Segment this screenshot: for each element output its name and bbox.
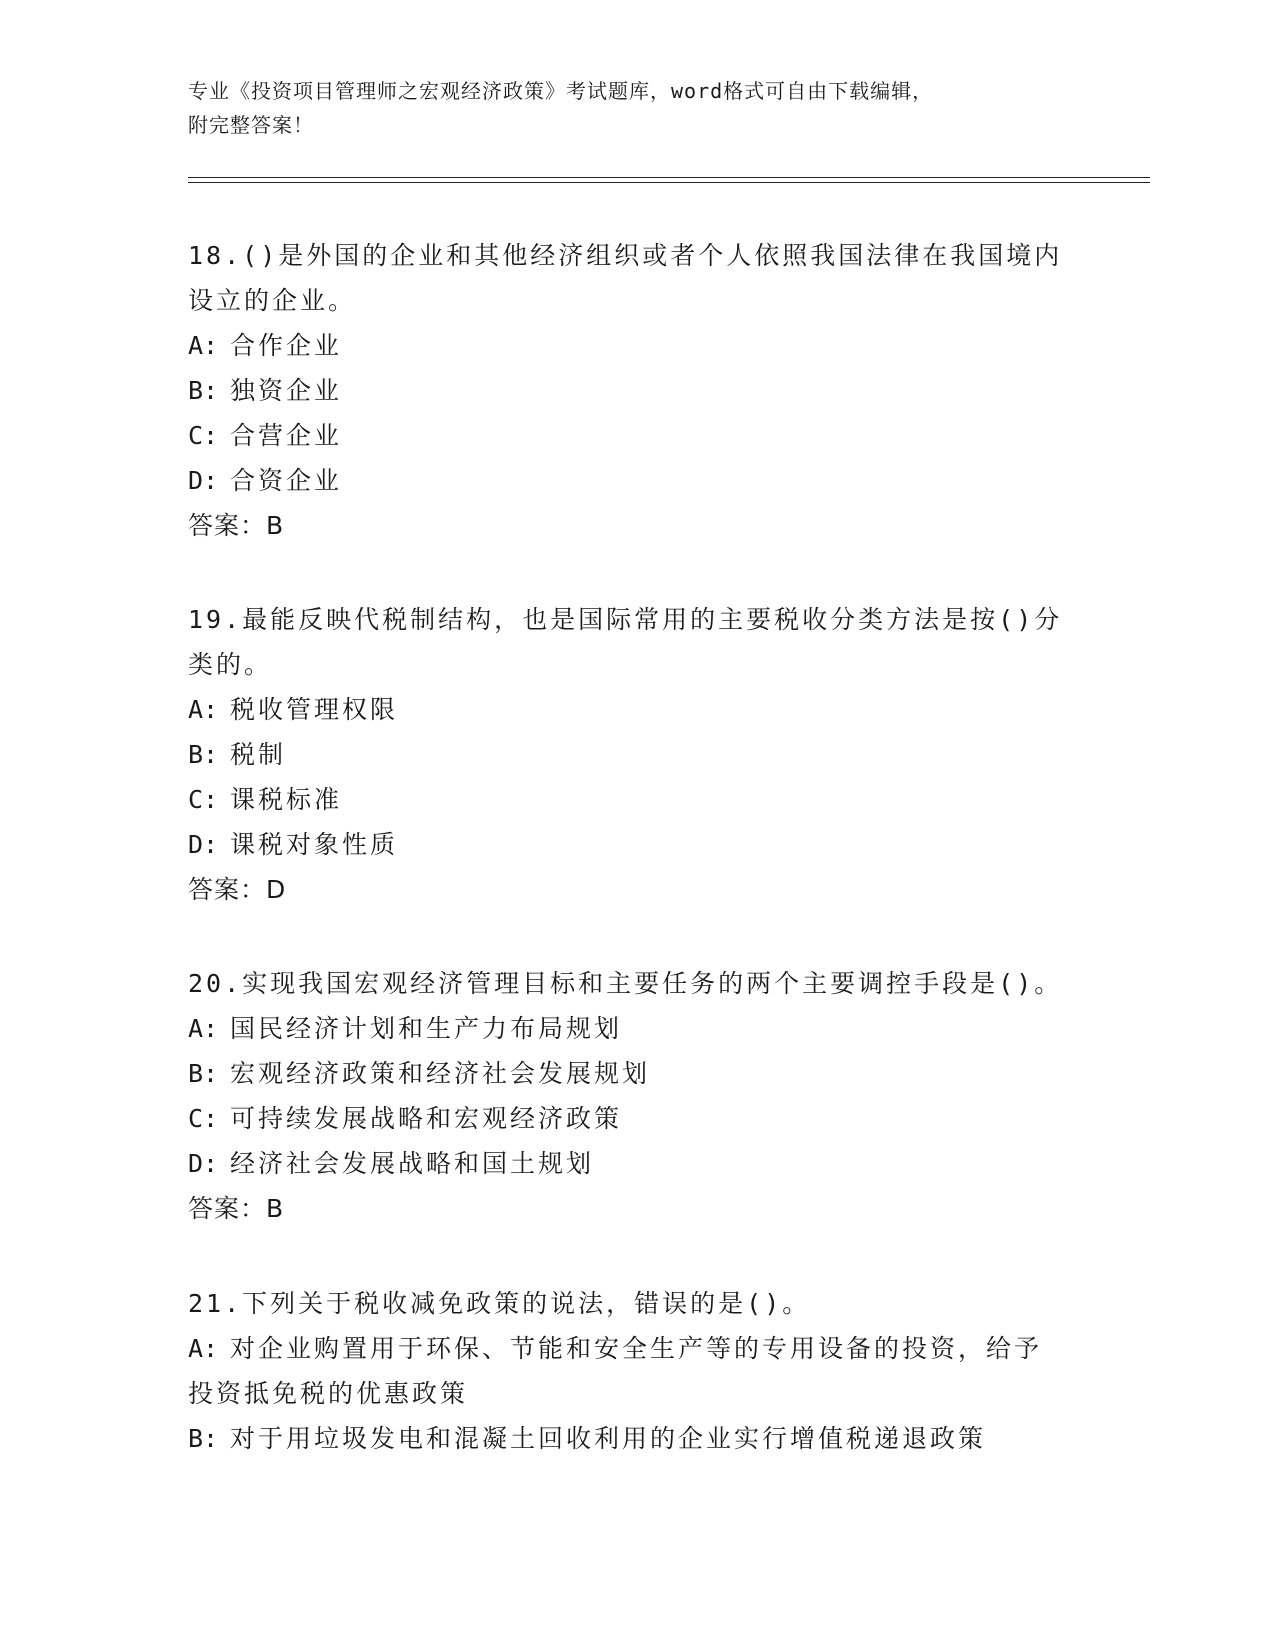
- option-label: A:: [188, 331, 219, 360]
- option-text: 合营企业: [230, 421, 343, 450]
- question-18: [188, 233, 1088, 548]
- option-text: 课税对象性质: [230, 830, 399, 859]
- option-a: [188, 323, 1088, 368]
- option-c: [188, 777, 1088, 822]
- option-text: 税制: [230, 740, 287, 769]
- header-line-1: 专业《投资项目管理师之宏观经济政策》考试题库，word格式可自由下载编辑，: [188, 79, 934, 103]
- option-c: [188, 1096, 1088, 1141]
- answer-line: 答案：B: [188, 1194, 285, 1223]
- option-text: 税收管理权限: [230, 695, 399, 724]
- option-label: A:: [188, 1334, 219, 1363]
- header-line-2: 附完整答案！: [188, 113, 314, 137]
- option-label: A:: [188, 695, 219, 724]
- option-b: [188, 732, 1088, 777]
- document-header: [188, 74, 1088, 142]
- question-stem-line: 21.下列关于税收减免政策的说法，错误的是()。: [188, 1289, 811, 1318]
- question-21: [188, 1281, 1088, 1461]
- option-label: B:: [188, 376, 219, 405]
- option-text: 可持续发展战略和宏观经济政策: [230, 1104, 623, 1133]
- option-a: [188, 1006, 1088, 1051]
- answer-line: 答案：D: [188, 875, 287, 904]
- option-label: B:: [188, 740, 219, 769]
- question-20: [188, 961, 1088, 1231]
- option-text: 合作企业: [230, 331, 343, 360]
- option-label: B:: [188, 1059, 219, 1088]
- option-text: 国民经济计划和生产力布局规划: [230, 1014, 623, 1043]
- option-label: C:: [188, 1104, 219, 1133]
- option-text: 对于用垃圾发电和混凝土回收利用的企业实行增值税递退政策: [230, 1424, 987, 1453]
- option-a-continuation: 投资抵免税的优惠政策: [188, 1379, 469, 1408]
- option-text: 课税标准: [230, 785, 343, 814]
- header-divider-bottom: [188, 182, 1150, 183]
- option-text: 独资企业: [230, 376, 343, 405]
- option-label: D:: [188, 1149, 219, 1178]
- question-stem-line: 19.最能反映代税制结构，也是国际常用的主要税收分类方法是按()分: [188, 605, 1063, 634]
- question-stem-line: 设立的企业。: [188, 286, 357, 315]
- option-b: [188, 368, 1088, 413]
- option-text: 合资企业: [230, 466, 343, 495]
- option-d: [188, 458, 1088, 503]
- option-text: 经济社会发展战略和国土规划: [230, 1149, 595, 1178]
- option-label: A:: [188, 1014, 219, 1043]
- option-d: [188, 822, 1088, 867]
- option-label: B:: [188, 1424, 219, 1453]
- question-stem-line: 20.实现我国宏观经济管理目标和主要任务的两个主要调控手段是()。: [188, 969, 1063, 998]
- option-a: [188, 687, 1088, 732]
- option-d: [188, 1141, 1088, 1186]
- option-b: [188, 1051, 1088, 1096]
- option-b: [188, 1416, 1088, 1461]
- option-text: 宏观经济政策和经济社会发展规划: [230, 1059, 651, 1088]
- question-stem-line: 类的。: [188, 650, 273, 679]
- answer-line: 答案：B: [188, 511, 285, 540]
- option-label: D:: [188, 466, 219, 495]
- option-label: D:: [188, 830, 219, 859]
- option-a: [188, 1326, 1088, 1371]
- option-c: [188, 413, 1088, 458]
- option-label: C:: [188, 785, 219, 814]
- option-text: 对企业购置用于环保、节能和安全生产等的专用设备的投资，给予: [230, 1334, 1043, 1363]
- option-label: C:: [188, 421, 219, 450]
- question-19: [188, 597, 1088, 912]
- header-divider-top: [188, 177, 1150, 178]
- question-stem-line: 18.()是外国的企业和其他经济组织或者个人依照我国法律在我国境内: [188, 241, 1063, 270]
